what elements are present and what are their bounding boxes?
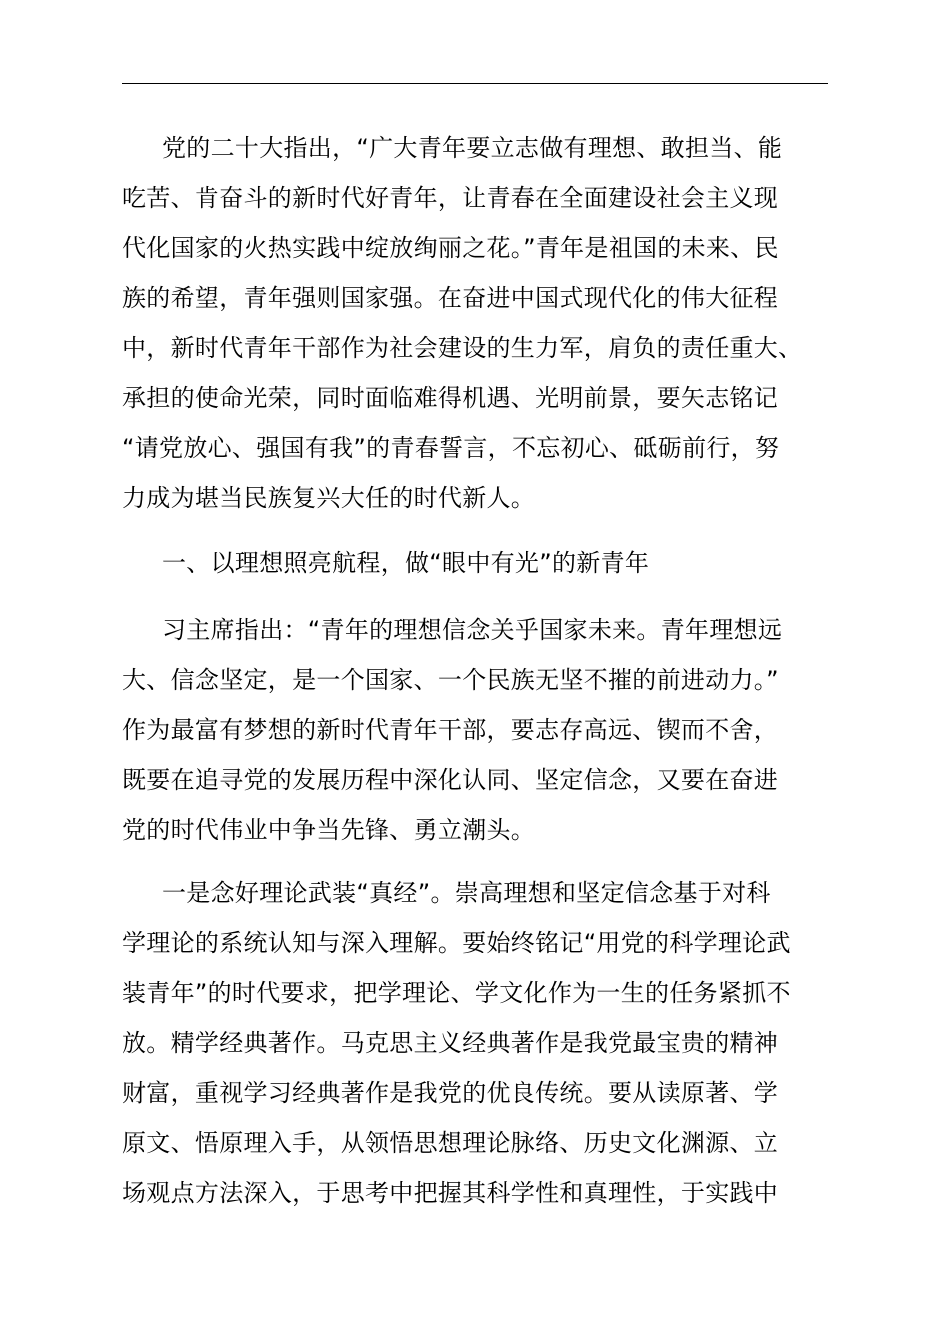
- text-line: 党的二十大指出，“广大青年要立志做有理想、敢担当、能: [162, 134, 783, 162]
- text-line: 学理论的系统认知与深入理解。要始终铭记“用党的科学理论武: [122, 929, 791, 957]
- paragraph-theory: [122, 868, 834, 1218]
- text-line: 党的时代伟业中争当先锋、勇立潮头。: [122, 816, 536, 844]
- section-heading: [122, 538, 834, 588]
- text-line: 族的希望，青年强则国家强。在奋进中国式现代化的伟大征程: [122, 284, 779, 312]
- text-line: 代化国家的火热实践中绽放绚丽之花。”青年是祖国的未来、民: [122, 234, 779, 262]
- text-line: 原文、悟原理入手，从领悟思想理论脉络、历史文化渊源、立: [122, 1129, 779, 1157]
- text-line: “请党放心、强国有我”的青春誓言，不忘初心、砥砺前行，努: [122, 434, 780, 462]
- paragraph-intro: [122, 123, 834, 523]
- text-line: 作为最富有梦想的新时代青年干部，要志存高远、锲而不舍，: [122, 716, 779, 744]
- text-line: 大、信念坚定，是一个国家、一个民族无坚不摧的前进动力。”: [122, 666, 779, 694]
- text-line: 财富，重视学习经典著作是我党的优良传统。要从读原著、学: [122, 1079, 779, 1107]
- text-line: 放。精学经典著作。马克思主义经典著作是我党最宝贵的精神: [122, 1029, 779, 1057]
- text-line: 场观点方法深入，于思考中把握其科学性和真理性，于实践中: [122, 1179, 779, 1207]
- text-line: 习主席指出：“青年的理想信念关乎国家未来。青年理想远: [162, 616, 783, 644]
- paragraph-ideals: [122, 605, 834, 855]
- heading-line: 一、以理想照亮航程，做“眼中有光”的新青年: [162, 549, 650, 577]
- text-line: 力成为堪当民族复兴大任的时代新人。: [122, 484, 536, 512]
- text-line: 承担的使命光荣，同时面临难得机遇、光明前景，要矢志铭记: [122, 384, 779, 412]
- text-line: 既要在追寻党的发展历程中深化认同、坚定信念，又要在奋进: [122, 766, 779, 794]
- text-line: 中，新时代青年干部作为社会建设的生力军，肩负的责任重大、: [122, 334, 803, 362]
- text-line: 装青年”的时代要求，把学理论、学文化作为一生的任务紧抓不: [122, 979, 791, 1007]
- text-line: 吃苦、肯奋斗的新时代好青年，让青春在全面建设社会主义现: [122, 184, 779, 212]
- text-line: 一是念好理论武装“真经”。崇高理想和坚定信念基于对科: [162, 879, 771, 907]
- header-rule: [122, 83, 828, 84]
